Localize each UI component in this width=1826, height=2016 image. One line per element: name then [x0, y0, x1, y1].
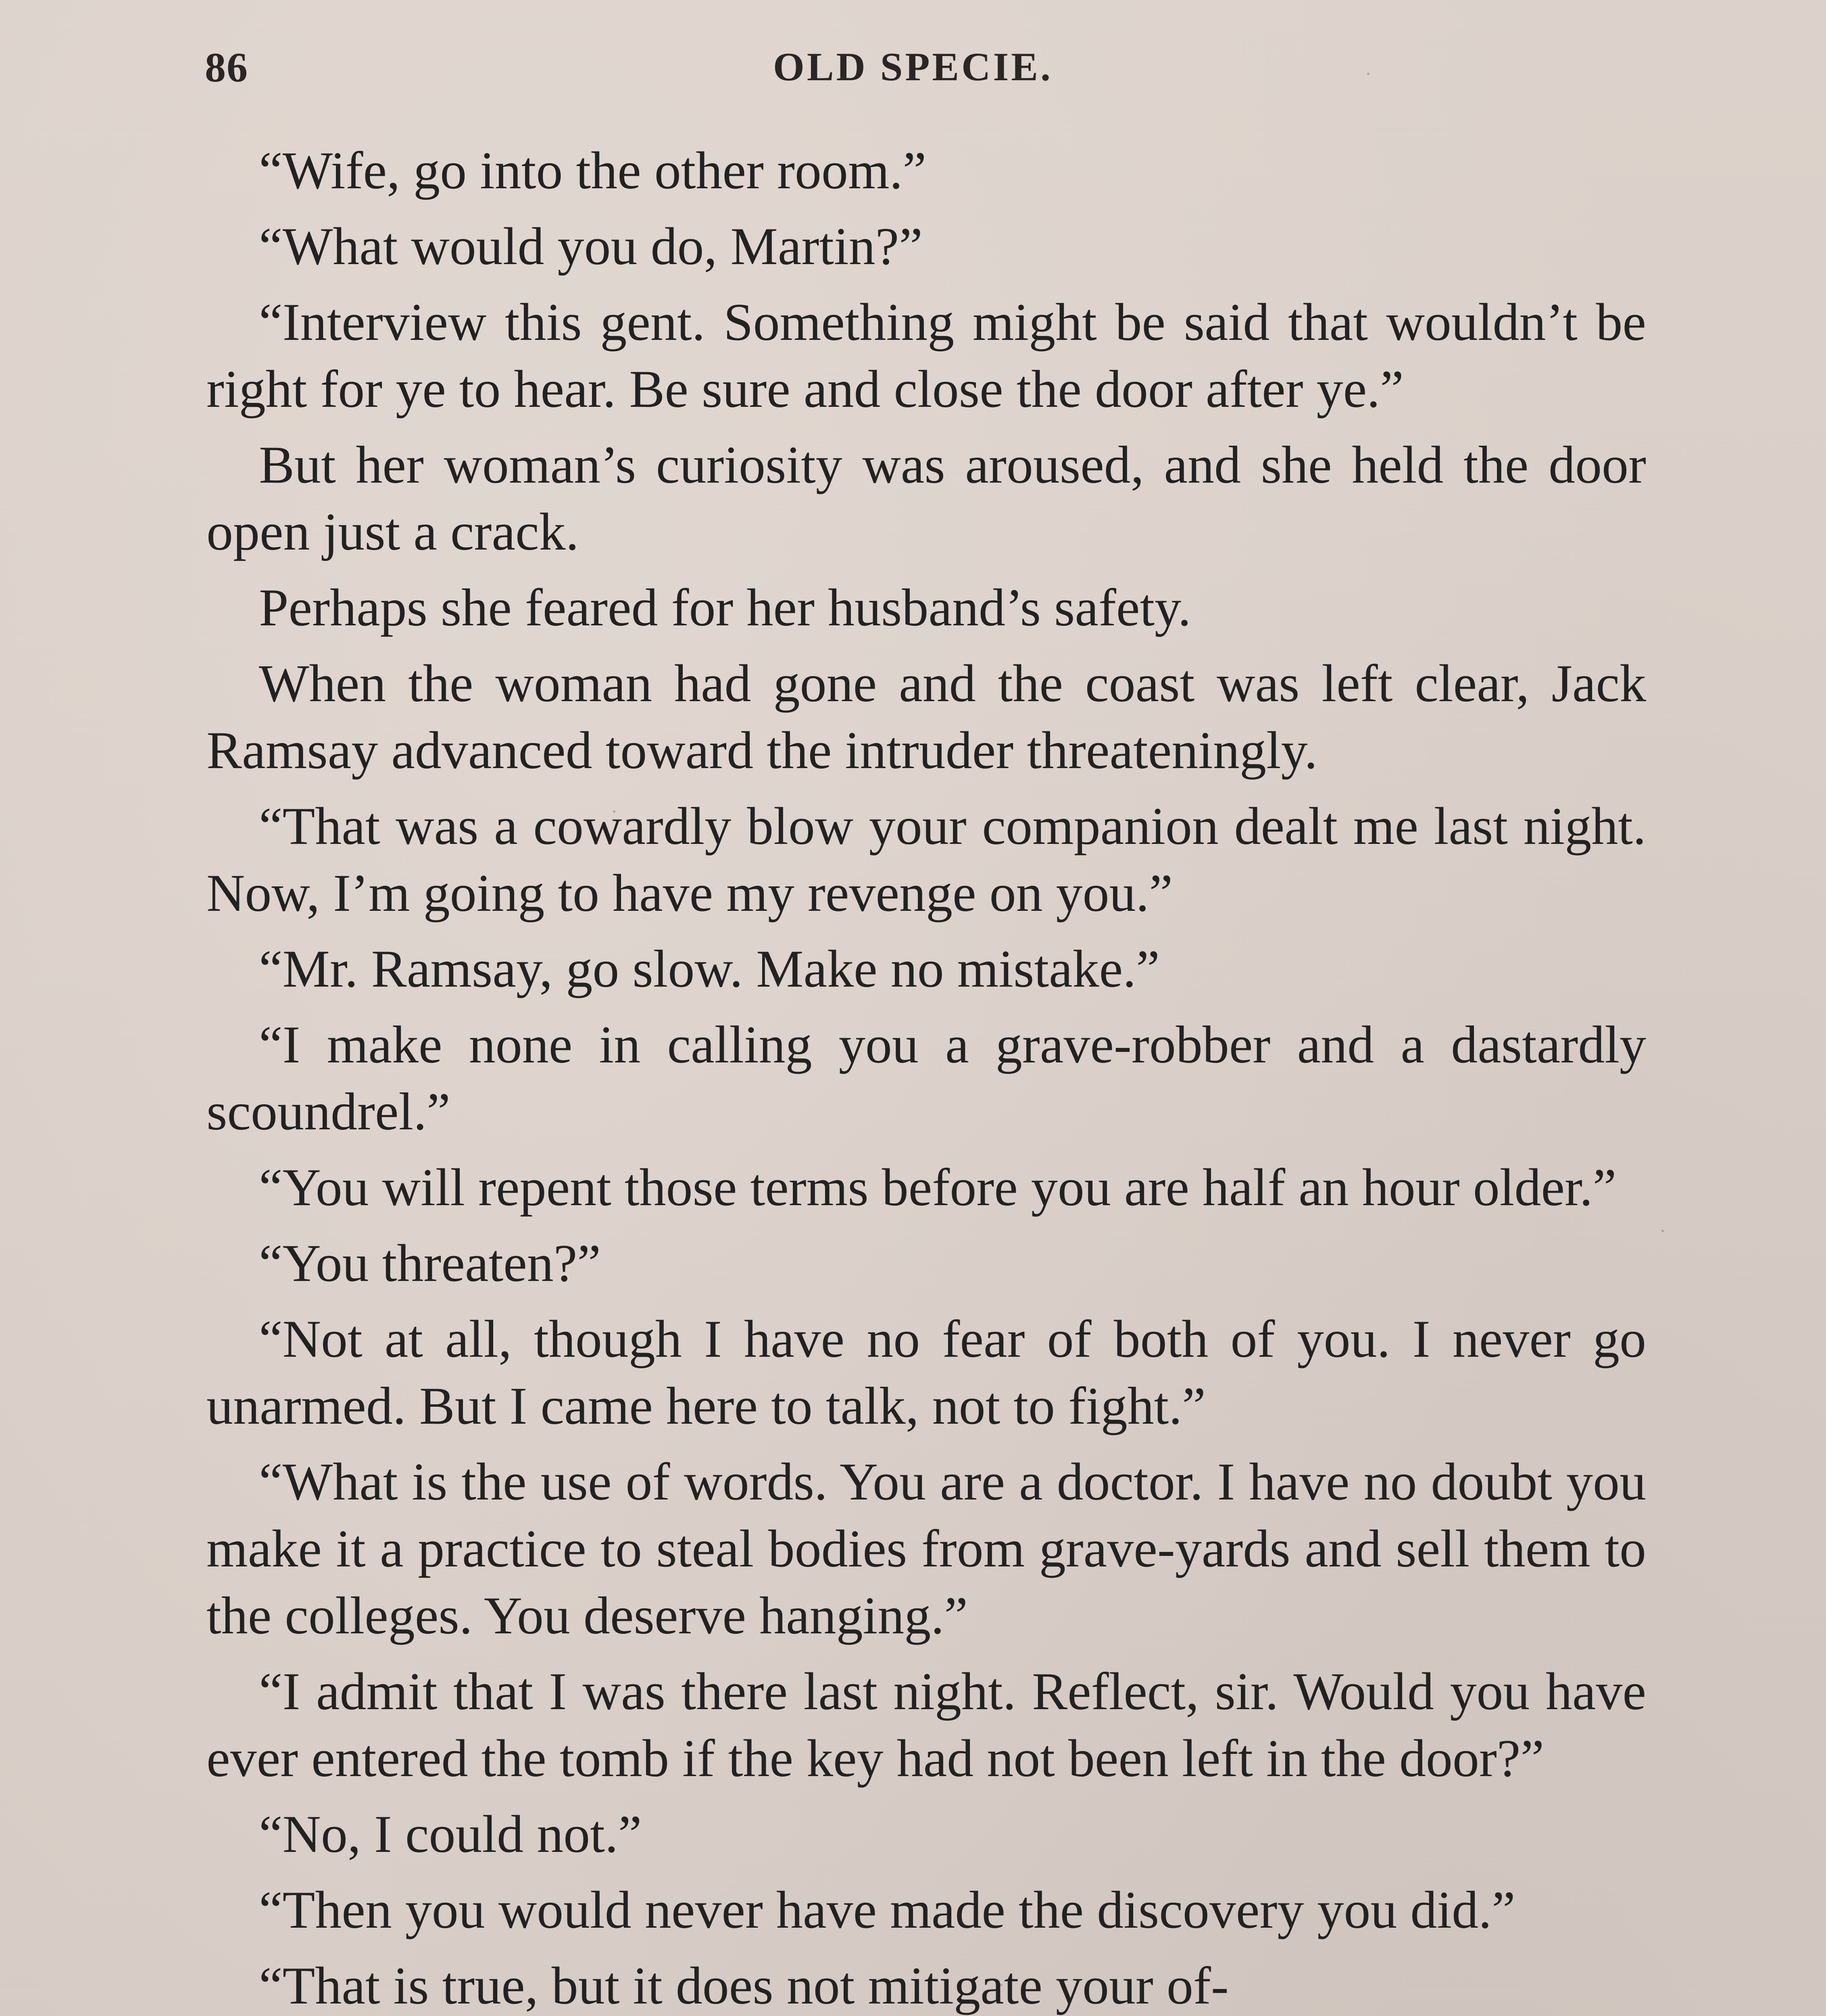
paragraph: “Wife, go into the other room.” — [259, 141, 927, 200]
paragraph: “Then you would never have made the discovery you did.” — [259, 1880, 1515, 1939]
paragraph: Perhaps she feared for her husband’s safety. — [259, 578, 1191, 637]
paragraph: But her woman’s curiosity was aroused, and she held the door open just a crack. — [206, 435, 1646, 561]
paragraph: When the woman had gone and the coast was left clear, Jack Ramsay advanced toward the intruder threateningly. — [206, 654, 1646, 780]
paragraph: “Interview this gent. Something might be said that wouldn’t be right for ye to hear. Be sure and close the door after ye.” — [206, 292, 1646, 419]
paragraph: “I admit that I was there last night. Reflect, sir. Would you have ever entered the tomb if the key had not been left in the door?” — [206, 1662, 1646, 1788]
paragraph: “That was a cowardly blow your companion dealt me last night. Now, I’m going to have my revenge on you.” — [206, 796, 1646, 923]
paragraph: “That is true, but it does not mitigate your of- — [259, 1956, 1229, 2015]
running-title: OLD SPECIE. — [773, 44, 1053, 89]
paragraph: “What would you do, Martin?” — [259, 217, 923, 276]
paragraph: “What is the use of words. You are a doctor. I have no doubt you make it a practice to steal bodies from grave-yards and sell them to the colleges. You deserve hanging.” — [206, 1452, 1646, 1645]
paragraph: “I make none in calling you a grave-robber and a dastardly scoundrel.” — [206, 1015, 1646, 1141]
body-text — [206, 137, 1646, 2016]
paper-speck — [1661, 1230, 1664, 1232]
paragraph: “Not at all, though I have no fear of both of you. I never go unarmed. But I came here to talk, not to fight.” — [206, 1309, 1646, 1435]
paragraph: “You will repent those terms before you are half an hour older.” — [259, 1158, 1617, 1217]
paragraph: “No, I could not.” — [259, 1804, 642, 1864]
page-header — [0, 44, 1826, 100]
page-number: 86 — [205, 44, 248, 91]
paragraph: “You threaten?” — [259, 1233, 601, 1293]
paragraph: “Mr. Ramsay, go slow. Make no mistake.” — [259, 939, 1160, 998]
